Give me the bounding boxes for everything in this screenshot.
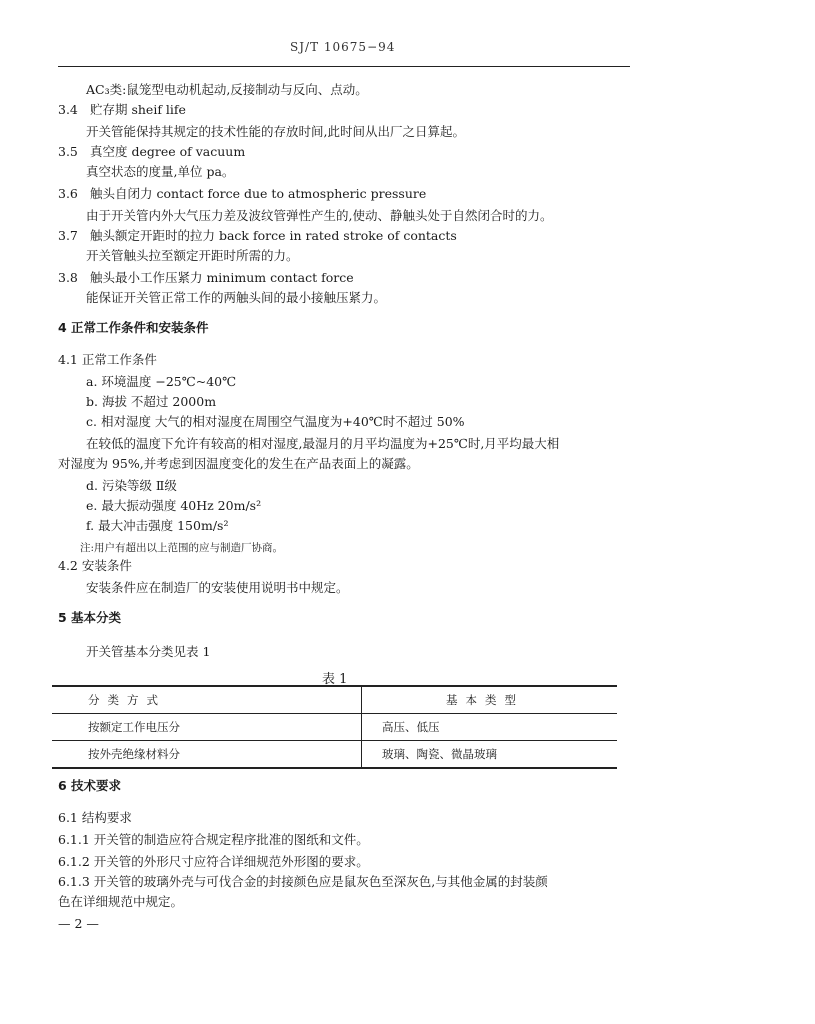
clause-number: 3.4: [58, 102, 78, 117]
paragraph-line: 在较低的温度下允许有较高的相对湿度,最湿月的月平均温度为+25℃时,月平均最大相: [86, 436, 560, 451]
table-cell: 按额定工作电压分: [52, 714, 362, 741]
section-heading-5: 5 基本分类: [58, 610, 122, 625]
text-line: 真空状态的度量,单位 pa。: [86, 164, 235, 179]
note: 注:用户有超出以上范围的应与制造厂协商。: [80, 542, 284, 554]
clause-6-1-title: 6.1 结构要求: [58, 810, 132, 825]
section-heading-6: 6 技术要求: [58, 778, 122, 793]
table-row: [52, 714, 617, 741]
table-title: 表 1: [322, 672, 348, 687]
clause-title: 触头最小工作压紧力 minimum contact force: [89, 270, 354, 285]
list-item: a. 环境温度 −25℃~40℃: [86, 374, 237, 389]
text-line: 能保证开关管正常工作的两触头间的最小接触压紧力。: [86, 290, 387, 305]
clause-title: 真空度 degree of vacuum: [89, 144, 246, 159]
clause-6-1-3: 6.1.3 开关管的玻璃外壳与可伐合金的封接颜色应是鼠灰色至深灰色,与其他金属的封装颜: [58, 874, 548, 889]
classification-table: [52, 685, 617, 769]
clause-3-8: [58, 270, 354, 286]
text-line: 由于开关管内外大气压力差及波纹管弹性产生的,使动、静触头处于自然闭合时的力。: [86, 208, 553, 223]
table-cell: 按外壳绝缘材料分: [52, 741, 362, 769]
clause-number: 3.6: [58, 186, 78, 201]
clause-3-7: [58, 228, 457, 244]
table-row: [52, 741, 617, 769]
clause-6-1-3-cont: 色在详细规范中规定。: [58, 894, 184, 909]
clause-6-1-2: 6.1.2 开关管的外形尺寸应符合详细规范外形图的要求。: [58, 854, 369, 869]
text-line: 开关管能保持其规定的技术性能的存放时间,此时间从出厂之日算起。: [86, 124, 465, 139]
clause-6-1-1: 6.1.1 开关管的制造应符合规定程序批准的图纸和文件。: [58, 832, 369, 847]
clause-number: 3.8: [58, 270, 78, 285]
list-item: c. 相对湿度 大气的相对湿度在周围空气温度为+40℃时不超过 50%: [86, 414, 465, 429]
list-item: f. 最大冲击强度 150m/s²: [86, 518, 229, 533]
section-heading-4: 4 正常工作条件和安装条件: [58, 320, 209, 335]
list-item: d. 污染等级 Ⅱ级: [86, 478, 177, 493]
table-header-row: [52, 686, 617, 714]
clause-title: 贮存期 sheif life: [89, 102, 186, 117]
clause-number: 3.7: [58, 228, 78, 243]
page-number: — 2 —: [58, 916, 99, 931]
text-line: 开关管基本分类见表 1: [86, 644, 211, 659]
table-header-cell: 分类方式: [52, 686, 362, 714]
clause-title: 触头额定开距时的拉力 back force in rated stroke of contacts: [89, 228, 457, 243]
text-line: 开关管触头拉至额定开距时所需的力。: [86, 248, 299, 263]
paragraph-line: 对湿度为 95%,并考虑到因温度变化的发生在产品表面上的凝露。: [58, 456, 419, 471]
table-cell: 高压、低压: [362, 714, 618, 741]
list-item: e. 最大振动强度 40Hz 20m/s²: [86, 498, 262, 513]
document-header: SJ/T 10675−94: [290, 40, 396, 54]
clause-3-5: [58, 144, 245, 160]
header-rule: [58, 66, 630, 67]
clause-number: 3.5: [58, 144, 78, 159]
text-line: AC₃类:鼠笼型电动机起动,反接制动与反向、点动。: [86, 82, 368, 97]
table-header-cell: 基本类型: [362, 686, 618, 714]
clause-4-1-title: 4.1 正常工作条件: [58, 352, 157, 367]
text-line: 安装条件应在制造厂的安装使用说明书中规定。: [86, 580, 349, 595]
clause-title: 触头自闭力 contact force due to atmospheric pressure: [89, 186, 427, 201]
clause-4-2-title: 4.2 安装条件: [58, 558, 132, 573]
list-item: b. 海拔 不超过 2000m: [86, 394, 217, 409]
table-cell: 玻璃、陶瓷、微晶玻璃: [362, 741, 618, 769]
clause-3-4: [58, 102, 186, 118]
clause-3-6: [58, 186, 426, 202]
